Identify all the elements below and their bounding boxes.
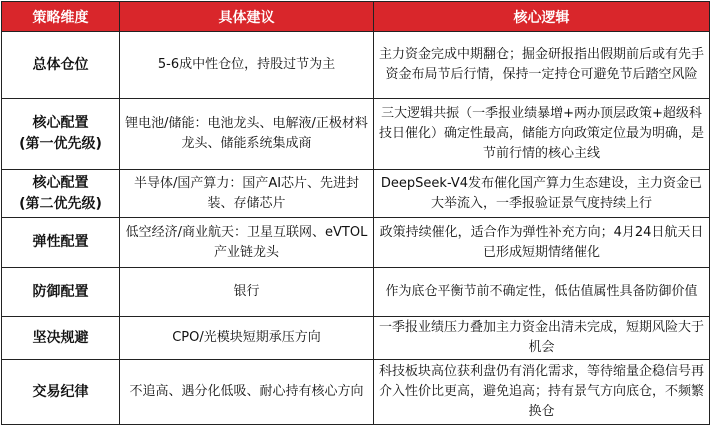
header-advice: 具体建议 [120, 2, 374, 32]
row-dimension: 总体仓位 [2, 32, 120, 99]
row-advice: 半导体/国产算力：国产AI芯片、先进封装、存储芯片 [120, 170, 374, 218]
row-dimension: 核心配置 (第二优先级) [2, 170, 120, 218]
table-row [2, 32, 710, 99]
row-advice: 锂电池/储能：电池龙头、电解液/正极材料龙头、储能系统集成商 [120, 99, 374, 170]
row-logic: 主力资金完成中期翻仓；掘金研报指出假期前后或有先手资金布局节后行情，保持一定持仓可避免节后踏空风险 [374, 32, 710, 99]
row-logic: 科技板块高位获利盘仍有消化需求，等待缩量企稳信号再介入性价比更高，避免追高；持有景气方向底仓，不频繁换仓 [374, 360, 710, 425]
row-dimension: 坚决规避 [2, 317, 120, 360]
header-logic: 核心逻辑 [374, 2, 710, 32]
strategy-table [1, 1, 710, 425]
table-row [2, 317, 710, 360]
table-row [2, 99, 710, 170]
row-dimension: 交易纪律 [2, 360, 120, 425]
table-row [2, 360, 710, 425]
row-advice: 银行 [120, 268, 374, 317]
table-row [2, 170, 710, 218]
row-advice: CPO/光模块短期承压方向 [120, 317, 374, 360]
table-row [2, 218, 710, 268]
row-logic: 三大逻辑共振（一季报业绩暴增+两办顶层政策+超级科技日催化）确定性最高，储能方向政策定位最为明确，是节前行情的核心主线 [374, 99, 710, 170]
header-dimension: 策略维度 [2, 2, 120, 32]
table-header-row [2, 2, 710, 32]
row-advice: 5-6成中性仓位，持股过节为主 [120, 32, 374, 99]
row-logic: 政策持续催化，适合作为弹性补充方向；4月24日航天日已形成短期情绪催化 [374, 218, 710, 268]
row-dimension: 弹性配置 [2, 218, 120, 268]
row-advice: 不追高、遇分化低吸、耐心持有核心方向 [120, 360, 374, 425]
row-advice: 低空经济/商业航天：卫星互联网、eVTOL产业链龙头 [120, 218, 374, 268]
row-dimension: 防御配置 [2, 268, 120, 317]
row-logic: 作为底仓平衡节前不确定性，低估值属性具备防御价值 [374, 268, 710, 317]
row-dimension: 核心配置 (第一优先级) [2, 99, 120, 170]
row-logic: 一季报业绩压力叠加主力资金出清未完成，短期风险大于机会 [374, 317, 710, 360]
table-row [2, 268, 710, 317]
row-logic: DeepSeek-V4发布催化国产算力生态建设，主力资金已大举流入，一季报验证景气度持续上行 [374, 170, 710, 218]
